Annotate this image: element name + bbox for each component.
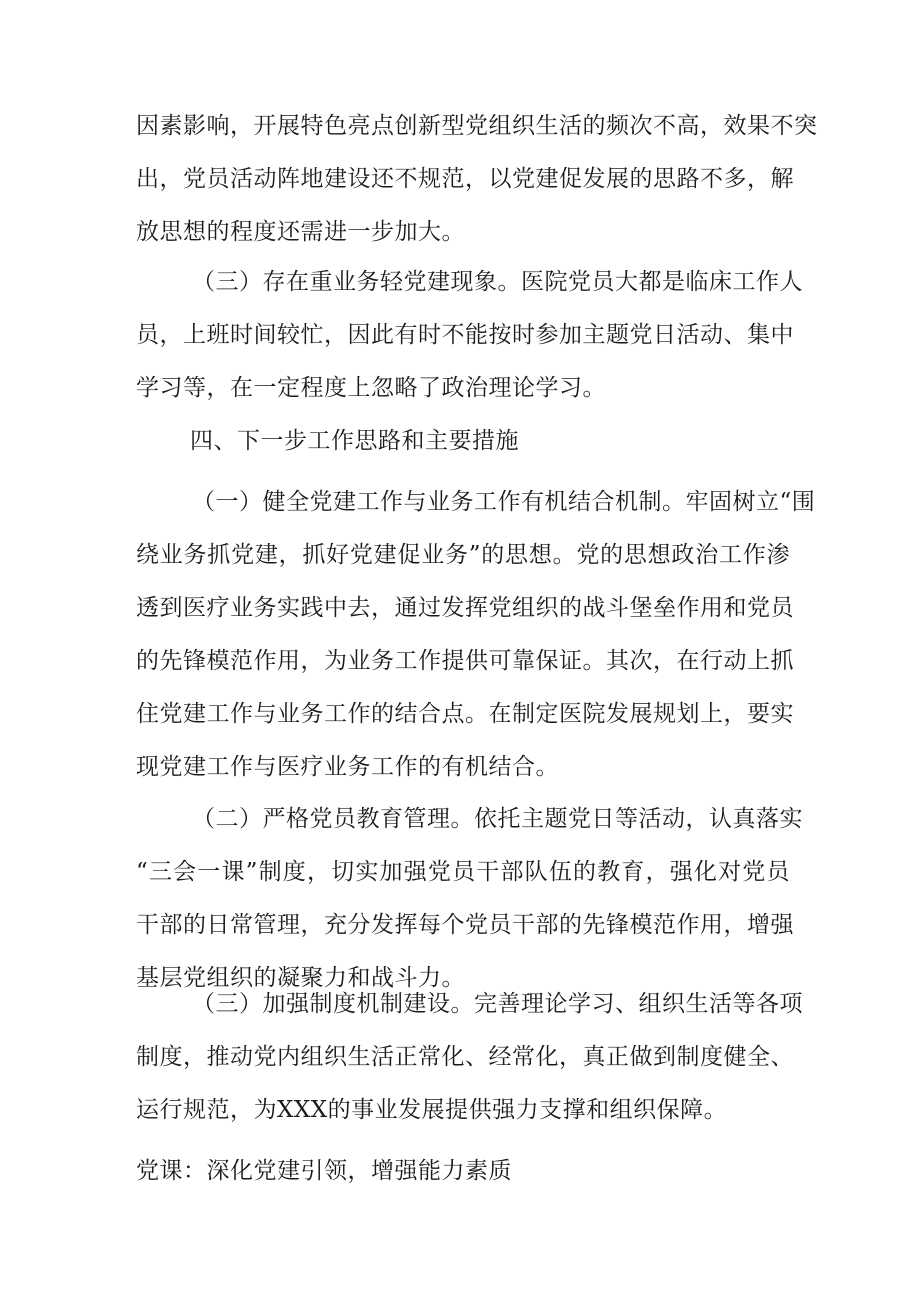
paragraph-line: （三）存在重业务轻党建现象。医院党员大都是临床工作人 [192, 269, 803, 295]
paragraph-line: （一）健全党建工作与业务工作有机结合机制。牢固树立“围 [192, 489, 816, 515]
paragraph-line: 干部的日常管理，充分发挥每个党员干部的先锋模范作用，增强 [136, 912, 794, 938]
paragraph-line: 学习等，在一定程度上忽略了政治理论学习。 [136, 375, 606, 401]
paragraph-4 [136, 793, 803, 1005]
paragraph-2 [136, 256, 803, 415]
paragraph-line: 运行规范，为XXX的事业发展提供强力支撑和组织保障。 [136, 1097, 728, 1123]
paragraph-line: 绕业务抓党建，抓好党建促业务”的思想。党的思想政治工作渗 [136, 542, 790, 568]
next-section-title: 党课：深化党建引领，增强能力素质 [136, 1158, 512, 1184]
paragraph-line: 透到医疗业务实践中去，通过发挥党组织的战斗堡垒作用和党员 [136, 595, 794, 621]
paragraph-line: 出，党员活动阵地建设还不规范，以党建促发展的思路不多，解 [136, 166, 794, 192]
paragraph-line: 住党建工作与业务工作的结合点。在制定医院发展规划上，要实 [136, 701, 794, 727]
paragraph-3 [136, 476, 816, 794]
paragraph-line: 员，上班时间较忙，因此有时不能按时参加主题党日活动、集中 [136, 322, 794, 348]
section-heading: 四、下一步工作思路和主要措施 [190, 428, 519, 454]
paragraph-1 [136, 100, 818, 259]
paragraph-line: 放思想的程度还需进一步加大。 [136, 219, 465, 245]
paragraph-line: “三会一课”制度，切实加强党员干部队伍的教育，强化对党员 [136, 859, 790, 885]
paragraph-line: 基层党组织的凝聚力和战斗力。 [136, 965, 465, 991]
paragraph-line: 现党建工作与医疗业务工作的有机结合。 [136, 754, 559, 780]
paragraph-5 [136, 978, 803, 1137]
paragraph-line: （二）严格党员教育管理。依托主题党日等活动，认真落实 [192, 806, 803, 832]
paragraph-line: 的先锋模范作用，为业务工作提供可靠保证。其次，在行动上抓 [136, 648, 794, 674]
paragraph-line: 因素影响，开展特色亮点创新型党组织生活的频次不高，效果不突 [136, 113, 818, 139]
paragraph-line: （三）加强制度机制建设。完善理论学习、组织生活等各项 [192, 991, 803, 1017]
paragraph-line: 制度，推动党内组织生活正常化、经常化，真正做到制度健全、 [136, 1044, 794, 1070]
